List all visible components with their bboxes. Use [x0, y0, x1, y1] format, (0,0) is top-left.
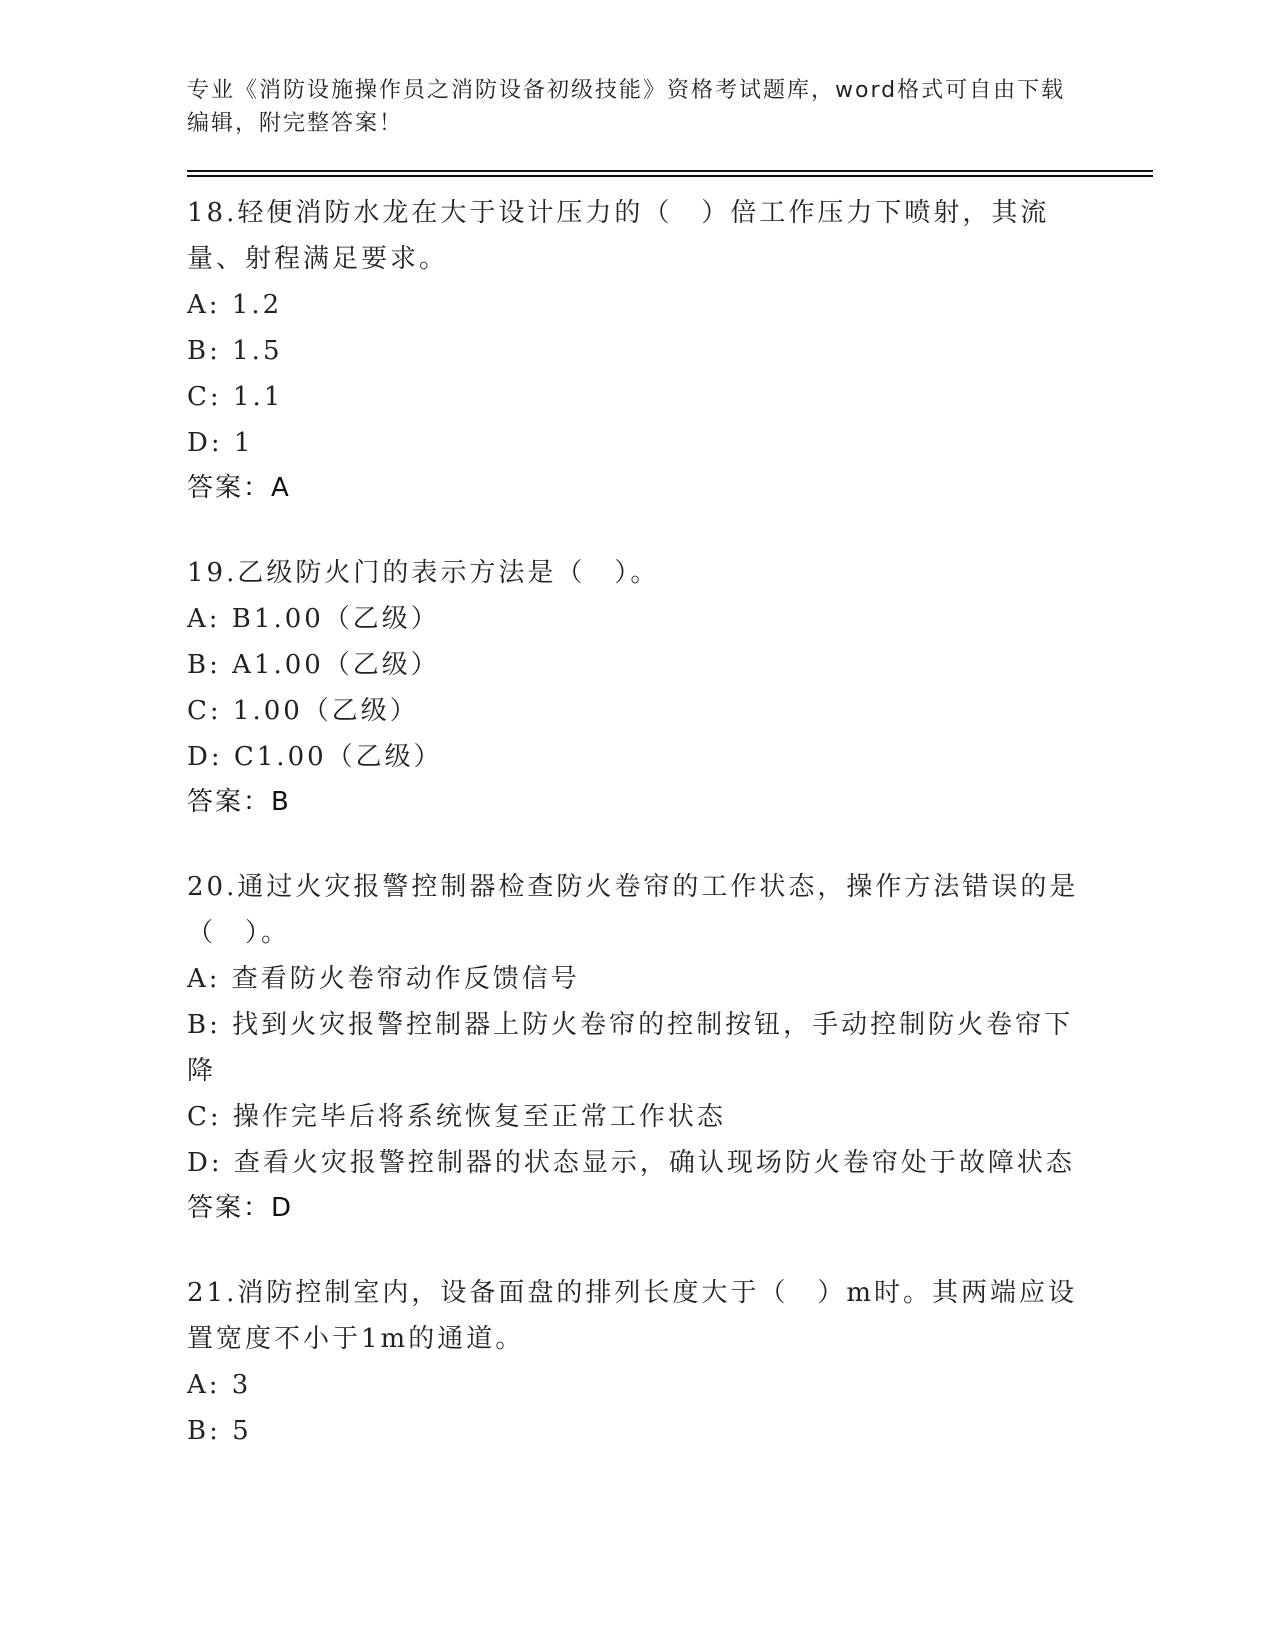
- option-a: A: B1.00（乙级）: [187, 604, 440, 634]
- question-stem: 21.消防控制室内，设备面盘的排列长度大于（ ）m时。其两端应设置宽度不小于1m的通道。: [187, 1278, 1078, 1354]
- answer-line: 答案：A: [187, 473, 291, 503]
- question-stem: 19.乙级防火门的表示方法是（ ）。: [187, 558, 660, 588]
- option-a: A: 3: [187, 1370, 252, 1400]
- option-a: A: 查看防火卷帘动作反馈信号: [187, 964, 580, 994]
- question-21: [187, 1270, 1087, 1454]
- option-b: B: 5: [187, 1416, 252, 1446]
- page-header: 专业《消防设施操作员之消防设备初级技能》资格考试题库，word格式可自由下载编辑，附完整答案！: [187, 78, 1066, 136]
- question-18: [187, 190, 1087, 510]
- option-b: B: 找到火灾报警控制器上防火卷帘的控制按钮，手动控制防火卷帘下降: [187, 1010, 1074, 1086]
- option-c: C: 1.1: [187, 382, 284, 412]
- option-d: D: 1: [187, 428, 254, 458]
- option-a: A: 1.2: [187, 290, 283, 320]
- option-d: D: 查看火灾报警控制器的状态显示，确认现场防火卷帘处于故障状态: [187, 1148, 1075, 1178]
- option-d: D: C1.00（乙级）: [187, 742, 443, 772]
- answer-line: 答案：D: [187, 1193, 294, 1223]
- question-stem: 18.轻便消防水龙在大于设计压力的（ ）倍工作压力下喷射，其流量、射程满足要求。: [187, 198, 1050, 274]
- option-b: B: 1.5: [187, 336, 283, 366]
- option-b: B: A1.00（乙级）: [187, 650, 440, 680]
- question-20: [187, 864, 1087, 1230]
- header-rule-bottom: [187, 175, 1153, 177]
- question-list: [187, 190, 1087, 1494]
- answer-line: 答案：B: [187, 787, 291, 817]
- header-rule-top: [187, 170, 1153, 172]
- question-19: [187, 550, 1087, 824]
- option-c: C: 1.00（乙级）: [187, 696, 419, 726]
- question-stem: 20.通过火灾报警控制器检查防火卷帘的工作状态，操作方法错误的是（ ）。: [187, 872, 1079, 948]
- option-c: C: 操作完毕后将系统恢复至正常工作状态: [187, 1102, 726, 1132]
